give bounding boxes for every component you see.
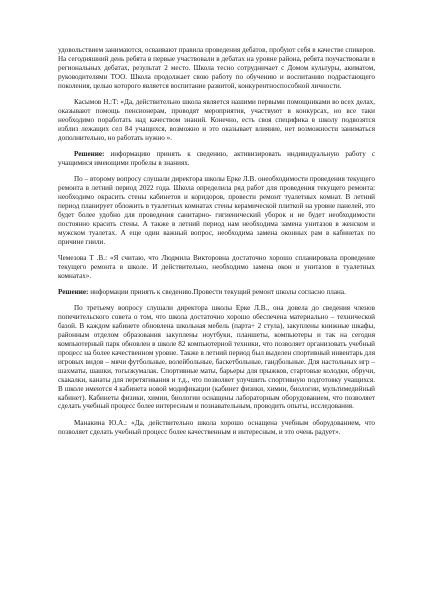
- paragraph-text: удовольствием занимаются, осваивают правила проведения дебатов, пробуют себя в качестве спикеров. На сегодняшний день ребята в первые участвовали в дебатах на уровне района, ребята поучаствовали в региональных дебатах, результат 2 место. Школа тесно сотрудничает с Домом культуры, акиматом, руководителями ТОО. Школа продолжает свою работу по обучению и воспитанию подрастающего поколения, целью которого является воспитание развитой, конкурентноспособной личности.: [58, 46, 375, 90]
- paragraph-decision-2: [58, 288, 375, 297]
- paragraph-text: Чемезова Т .В.: «Я считаю, что Людмила Викторовна достаточно хорошо спланировала проведение текущего ремонта в школе. И действительно, необходимо замена окон и унитазов в туалетных комнатах».: [58, 253, 375, 280]
- decision-label: Решение:: [58, 287, 89, 296]
- paragraph-text: информации принять к сведению.Провести текущий ремонт школы согласно плана.: [88, 287, 346, 296]
- paragraph-text: Манакина Ю.А.: «Да, действительно школа хорошо оснащена учебным оборудованием, что позволяет сделать учебный процесс более качественным и интересным, и это очень радует».: [58, 418, 375, 436]
- paragraph-debates: [58, 46, 375, 91]
- paragraph-text: информацию принять к сведению, активизировать индивидуальную работу с учащимися имеющими пробелы в знаниях.: [58, 149, 375, 167]
- paragraph-second-question: [58, 175, 375, 247]
- paragraph-chemezova-statement: [58, 254, 375, 281]
- paragraph-third-question: [58, 304, 375, 411]
- decision-label: Решение:: [74, 149, 105, 158]
- paragraph-decision-1: [58, 150, 375, 168]
- paragraph-text: Касымов Н.:Т: «Да, действительно школа является нашими первыми помощниками во всех делах, оказывают помощь пенсионерам, проводят мероприятия, участвуют в конкурсах, но все таки необходимо поработать над качеством знаний. Конечно, есть своя специфика в школу подвозятся изблиз лежащих сел 84 учащихся, возможно и это оказывает влияние, нет возможности заниматься дополнительно, но работать нужно ».: [58, 97, 375, 142]
- paragraph-text: По – второму вопросу слушали директора школы Ерке Л.В. онеобходимости проведения текущего ремонта в летний период 2022 года. Школа определила ряд работ для проведения текущего ремонта: необходимо окрасить стены кабинетов и коридоров, провести ремонт туалетных комнат. В летний период планирует обложить в туалетных комнатах стены керамической плиткой на уровне панелей, это будет более удобно для проведения санитарно- гигиенический уборок и не будет необходимости постоянно красить стены. А также в летний период нам необходима замена унитазов в женском и мужском туалетах. А еще один важный вопрос, необходима замена оконных рам в кабинетах по причине гнили.: [58, 175, 375, 246]
- paragraph-kasymov-statement: [58, 98, 375, 143]
- paragraph-manakina-statement: [58, 419, 375, 437]
- paragraph-text: По третьему вопросу слушали директора школы Ерке Л.В., она довела до сведения членов попечительского совета о том, что школа достаточно хорошо обеспечена материально – технической базой. В каждом кабинете обновлена школьная мебель (парта+ 2 стула), закуплены книжные шкафы, районным отделом образования закуплены ноутбуки, планшеты, компьютеры и так на сегодня компьютерный парк обновлен в школе 82 компьютерной техники, что позволяет организовать учебный процесс на более качественном уровне. Также в летний период был выделен спортивный инвентарь для игровых видов – мячи футбольные, волейбольные, баскетбольные, гандбольные. Для настольных игр – шахматы, шашки, тогызкумалак. Спортивные маты, барьеры для прыжков, стартовые колодки, обручи, скакалки, канаты для перетягивания и т.д., что позволяет улучшить спортивную подготовку учащихся. В школе имеются 4 кабинета новой модификации (кабинет физики, химии, биологии, мультимедийный кабинет). Кабинеты физики, химии, биологии оснащены лабораторным оборудованием, что позволяет сделать учебный процесс более интересным и познавательным, проводить опыты, исследования.: [58, 304, 375, 411]
